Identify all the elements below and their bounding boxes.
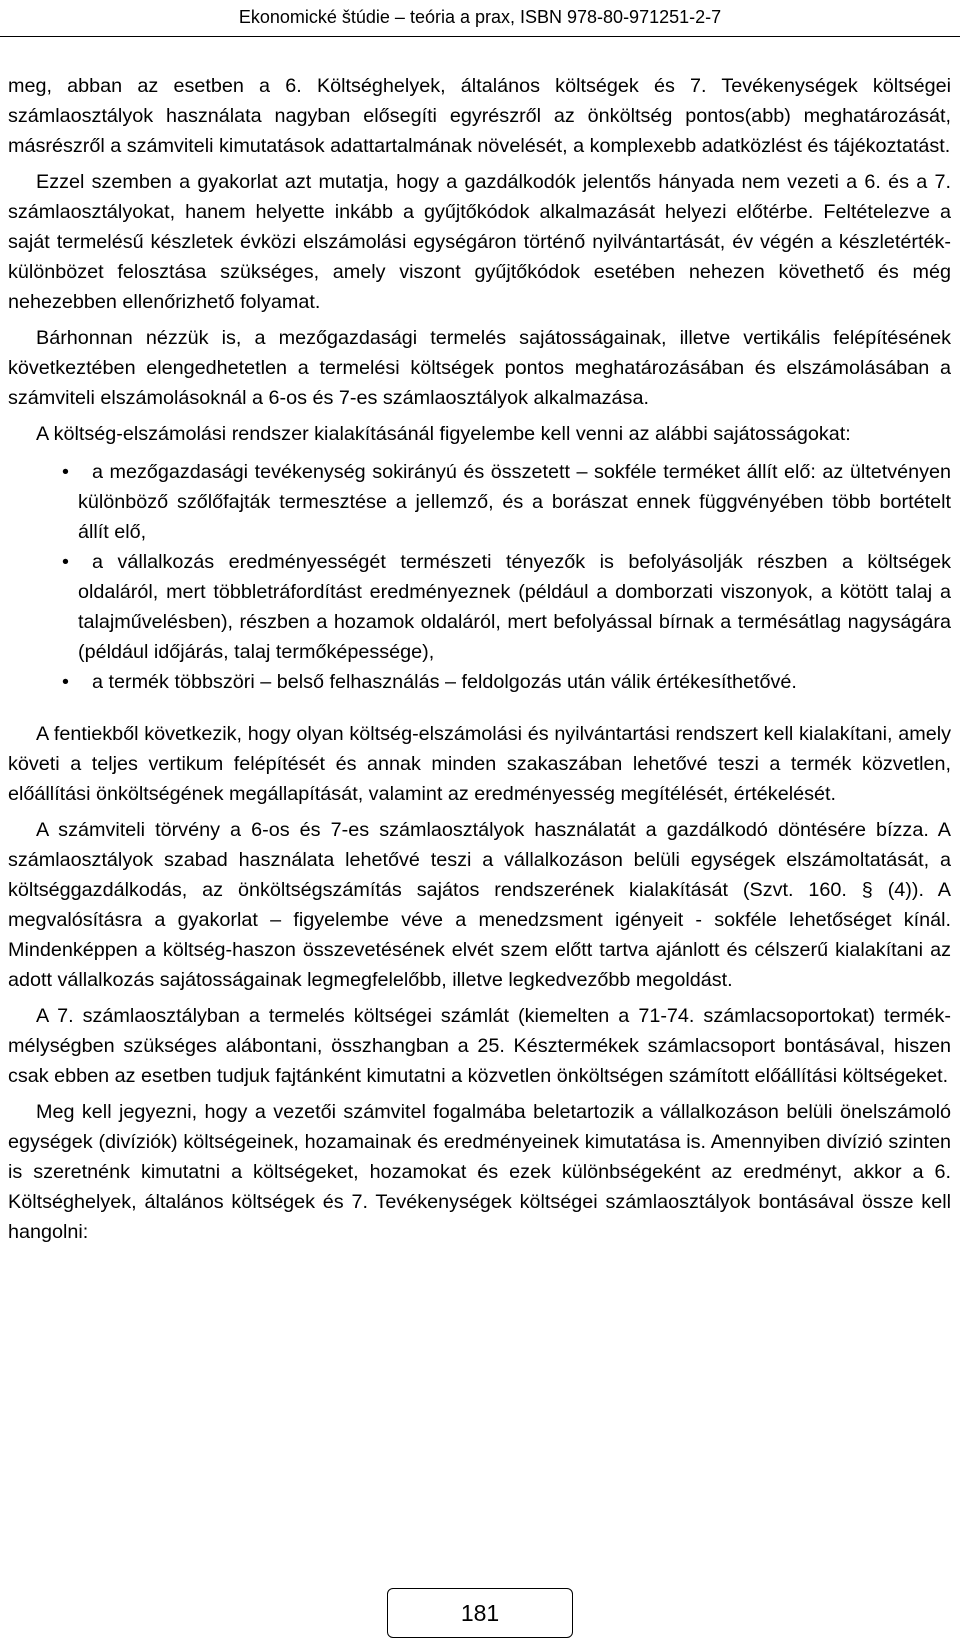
paragraph-3: Bárhonnan nézzük is, a mezőgazdasági termelés sajátosságainak, illetve vertikális felépítésének következtében elengedhetetlen a termelési költségek pontos meghatározásában és elszámolásában a számviteli elszámolásoknál a 6-os és 7-es számlaosztályok alkalmazása. (8, 327, 951, 409)
paragraph-4: A költség-elszámolási rendszer kialakításánál figyelembe kell venni az alábbi sajátosságokat: (36, 423, 851, 445)
running-header: Ekonomické štúdie – teória a prax, ISBN 978-80-971251-2-7 (238, 7, 722, 27)
bullet-icon: • (62, 671, 69, 693)
paragraph-7: A 7. számlaosztályban a termelés költségei számlát (kiemelten a 71-74. számlacsoportokat) termék-mélységben szükséges alábontani, összhangban a 25. Késztermékek számlacsoport bontásával, hiszen csak ebben az esetben tudjuk fajtánként kimutatni a közvetlen önköltségen számított előállítási költségeket. (8, 1005, 951, 1087)
paragraph-8: Meg kell jegyezni, hogy a vezetői számvitel fogalmába beletartozik a vállalkozáson belüli önelszámoló egységek (divíziók) költségeinek, hozamainak és eredményeinek kimutatása is. Amennyiben divízió szinten is szeretnénk kimutatni a költségeket, hozamokat és ezek különbségeként az eredményt, akkor a 6. Költséghelyek, általános költségek és 7. Tevékenységek költségei számlaosztályok bontásával össze kell hangolni: (8, 1101, 951, 1243)
list-item (62, 667, 951, 697)
list-item (62, 457, 951, 547)
bullet-icon: • (62, 551, 69, 573)
list-item (62, 547, 951, 667)
page-number: 181 (387, 1588, 573, 1638)
paragraph-1: meg, abban az esetben a 6. Költséghelyek, általános költségek és 7. Tevékenységek költségei számlaosztályok használata nagyban elősegíti egyrészről az önköltség pontos(abb) meghatározását, másrészről a számviteli kimutatások adattartalmának növelését, a komplexebb adatközlést és tájékoztatást. (8, 75, 951, 157)
paragraph-2: Ezzel szemben a gyakorlat azt mutatja, hogy a gazdálkodók jelentős hányada nem vezeti a 6. és a 7. számlaosztályokat, hanem helyette inkább a gyűjtőkódok alkalmazását helyezi előtérbe. Feltételezve a saját termelésű készletek évközi elszámolási egységáron történő nyilvántartását, év végén a készletérték-különbözet felosztása szükséges, amely viszont gyűjtőkódok esetében nehezen követhető és még nehezebben ellenőrizhető folyamat. (8, 171, 951, 313)
list-item-text: a termék többszöri – belső felhasználás – feldolgozás után válik értékesíthetővé. (92, 671, 797, 693)
header-divider (0, 36, 960, 37)
paragraph-5: A fentiekből következik, hogy olyan költség-elszámolási és nyilvántartási rendszert kell kialakítani, amely követi a teljes vertikum felépítését és annak minden szakaszában lehetővé teszi a termék közvetlen, előállítási önköltségének megállapítását, valamint az eredményesség megítélését, értékelését. (8, 723, 951, 805)
bullet-icon: • (62, 461, 69, 483)
characteristics-list (8, 457, 951, 697)
list-item-text: a vállalkozás eredményességét természeti tényezők is befolyásolják részben a költségek oldaláról, mert többletráfordítást eredményeznek (például a domborzati viszonyok, a kötött talaj a talajművelésben), részben a hozamok oldaláról, mert befolyással bírnak a termésátlag nagyságára (például időjárás, talaj termőképessége), (78, 551, 951, 663)
page-body (8, 71, 951, 1247)
paragraph-6: A számviteli törvény a 6-os és 7-es számlaosztályok használatát a gazdálkodó döntésére bízza. A számlaosztályok szabad használata lehetővé teszi a vállalkozáson belüli egységek elszámoltatását, a költséggazdálkodás, az önköltségszámítás sajátos rendszerének kialakítását (Szvt. 160. § (4)). A megvalósításra a gyakorlat – figyelembe véve a menedzsment igényeit - sokféle lehetőséget kínál. Mindenképpen a költség-haszon összevetésének elvét szem előtt tartva ajánlott és célszerű kialakítani az adott vállalkozás sajátosságainak legmegfelelőbb, illetve legkedvezőbb megoldást. (8, 819, 951, 991)
page-footer (0, 1588, 960, 1638)
list-item-text: a mezőgazdasági tevékenység sokirányú és összetett – sokféle terméket állít elő: az ültetvényen különböző szőlőfajták termesztése a jellemző, és a borászat ennek függvényében több bortételt állít elő, (78, 461, 951, 543)
